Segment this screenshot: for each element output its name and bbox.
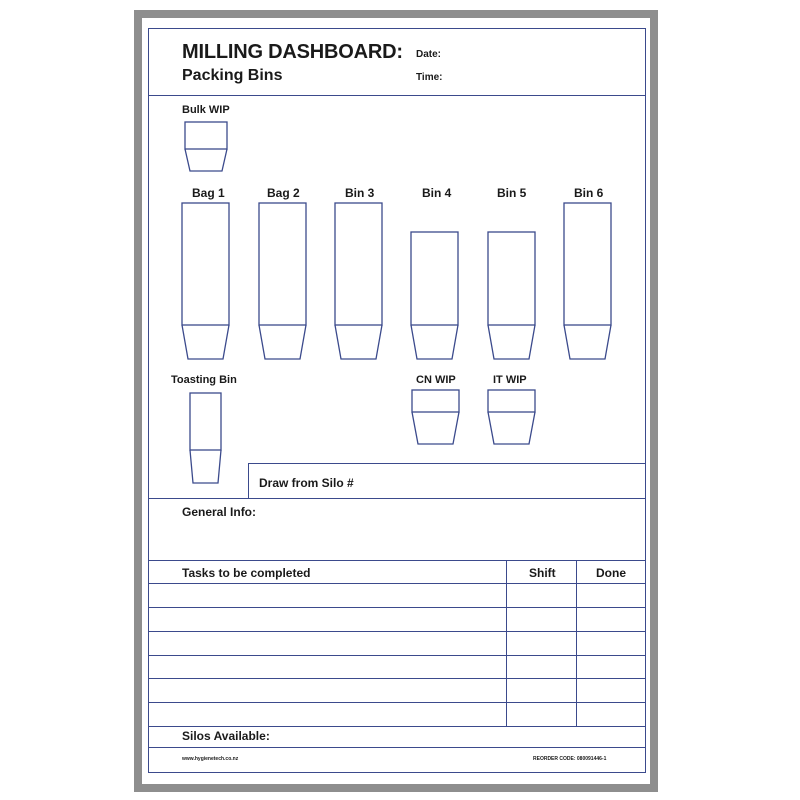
bin3-label: Bin 3 bbox=[345, 186, 375, 200]
silo-box-top bbox=[248, 463, 646, 464]
it-wip-label: IT WIP bbox=[493, 374, 527, 386]
cn-wip-bin bbox=[412, 390, 459, 444]
table-row bbox=[148, 655, 646, 656]
toasting-bin-label: Toasting Bin bbox=[171, 374, 237, 386]
done-header: Done bbox=[596, 566, 626, 580]
bag1-bin bbox=[182, 203, 229, 359]
bag1-label: Bag 1 bbox=[192, 186, 225, 200]
tasks-header-line bbox=[148, 583, 646, 584]
shift-header: Shift bbox=[529, 566, 556, 580]
tasks-top bbox=[148, 560, 646, 561]
tasks-header: Tasks to be completed bbox=[182, 566, 311, 580]
general-info-top bbox=[148, 498, 646, 499]
draw-from-silo-label: Draw from Silo # bbox=[259, 476, 354, 490]
date-label: Date: bbox=[416, 49, 442, 60]
table-row bbox=[148, 702, 646, 703]
bag2-label: Bag 2 bbox=[267, 186, 300, 200]
silo-box-left bbox=[248, 463, 249, 499]
page-title: MILLING DASHBOARD: bbox=[182, 41, 403, 63]
general-info-label: General Info: bbox=[182, 505, 257, 519]
table-row bbox=[148, 607, 646, 608]
bin6-label: Bin 6 bbox=[574, 186, 604, 200]
bulk-wip-label: Bulk WIP bbox=[182, 104, 230, 116]
table-row bbox=[148, 726, 646, 727]
bin5-label: Bin 5 bbox=[497, 186, 527, 200]
bin4-bin bbox=[411, 232, 458, 359]
footer-divider bbox=[148, 747, 646, 748]
page-subtitle: Packing Bins bbox=[182, 67, 283, 84]
cn-wip-label: CN WIP bbox=[416, 374, 456, 386]
table-row bbox=[148, 631, 646, 632]
time-label: Time: bbox=[416, 72, 443, 83]
website-text: www.hygienetech.co.nz bbox=[182, 756, 239, 762]
bin5-bin bbox=[488, 232, 535, 359]
bin3-bin bbox=[335, 203, 382, 359]
bulk-wip-bin bbox=[185, 122, 227, 171]
it-wip-bin bbox=[488, 390, 535, 444]
table-row bbox=[148, 678, 646, 679]
bin6-bin bbox=[564, 203, 611, 359]
bag2-bin bbox=[259, 203, 306, 359]
bin4-label: Bin 4 bbox=[422, 186, 452, 200]
silos-available-label: Silos Available: bbox=[182, 729, 270, 743]
toasting-bin bbox=[190, 393, 221, 483]
reorder-code: REORDER CODE: 080091446-1 bbox=[533, 756, 607, 762]
